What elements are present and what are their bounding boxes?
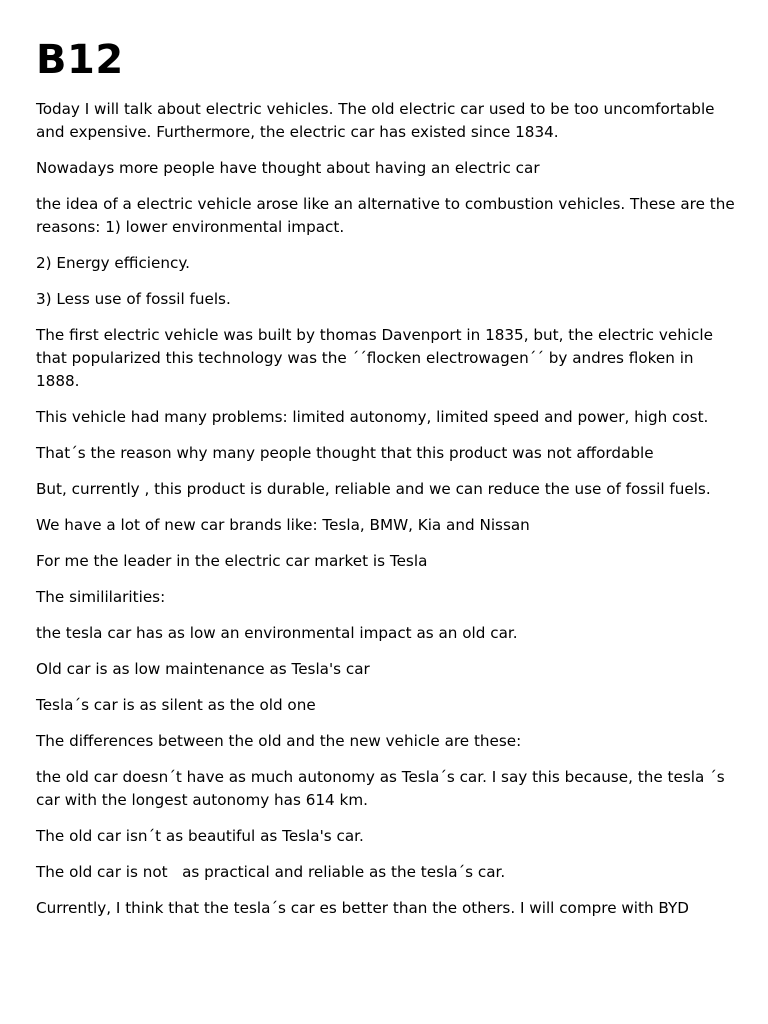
- paragraph-reason-2: 2) Energy efficiency.: [36, 254, 190, 272]
- paragraph-affordable: That´s the reason why many people thought that this product was not affordable: [36, 444, 654, 462]
- paragraph-idea: the idea of a electric vehicle arose like an alternative to combustion vehicles. These are the reasons: 1) lower environmental impact.: [36, 195, 740, 236]
- paragraph-history: The first electric vehicle was built by thomas Davenport in 1835, but, the electric vehicle that popularized this technology was the ´´flocken electrowagen´´ by andres floken in 1888.: [36, 326, 718, 390]
- page-title: B12: [36, 37, 124, 83]
- paragraph-brands: We have a lot of new car brands like: Tesla, BMW, Kia and Nissan: [36, 516, 530, 534]
- document-page: [36, 36, 740, 933]
- paragraph-difference-1: the old car doesn´t have as much autonomy as Tesla´s car. I say this because, the tesla ´s car with the longest autonomy has 614 km.: [36, 768, 730, 809]
- paragraph-currently: But, currently , this product is durable, reliable and we can reduce the use of fossil fuels.: [36, 480, 711, 498]
- paragraph-reason-3: 3) Less use of fossil fuels.: [36, 290, 231, 308]
- paragraph-similarity-1: the tesla car has as low an environmental impact as an old car.: [36, 624, 518, 642]
- paragraph-differences-heading: The differences between the old and the new vehicle are these:: [36, 732, 522, 750]
- paragraph-intro: Today I will talk about electric vehicles. The old electric car used to be too uncomfortable and expensive. Furthermore, the electric car has existed since 1834.: [36, 100, 720, 141]
- paragraph-nowadays: Nowadays more people have thought about having an electric car: [36, 159, 540, 177]
- paragraph-difference-3: The old car is not as practical and reliable as the tesla´s car.: [36, 863, 506, 881]
- paragraph-problems: This vehicle had many problems: limited autonomy, limited speed and power, high cost.: [36, 408, 709, 426]
- paragraph-conclusion: Currently, I think that the tesla´s car es better than the others. I will compre with BYD: [36, 899, 689, 917]
- paragraph-difference-2: The old car isn´t as beautiful as Tesla's car.: [36, 827, 364, 845]
- paragraph-similarities-heading: The simililarities:: [36, 588, 166, 606]
- paragraph-similarity-3: Tesla´s car is as silent as the old one: [36, 696, 316, 714]
- paragraph-similarity-2: Old car is as low maintenance as Tesla's car: [36, 660, 370, 678]
- paragraph-leader: For me the leader in the electric car market is Tesla: [36, 552, 428, 570]
